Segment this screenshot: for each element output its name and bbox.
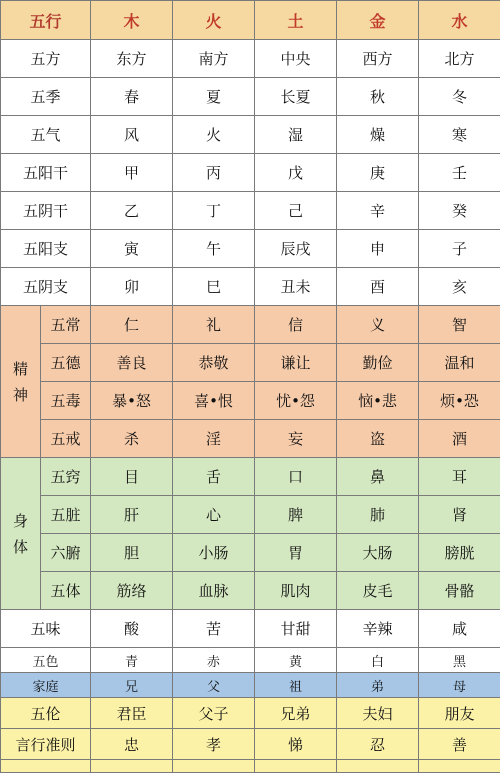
cell: 春: [91, 78, 173, 116]
cell: 朋友: [419, 698, 500, 729]
header-metal: 金: [337, 1, 419, 40]
cell: 丙: [173, 154, 255, 192]
cell: 夏: [173, 78, 255, 116]
cell: 秋: [337, 78, 419, 116]
cell: 恭敬: [173, 344, 255, 382]
cell: 胃: [255, 534, 337, 572]
cell: 忠: [91, 729, 173, 760]
cell: 甘甜: [255, 610, 337, 648]
cell: 长夏: [255, 78, 337, 116]
cell: 父: [173, 673, 255, 698]
cell: 礼: [173, 306, 255, 344]
cell: 癸: [419, 192, 500, 230]
row-label: 五常: [41, 306, 91, 344]
cell: 温和: [419, 344, 500, 382]
cell: 黄: [255, 648, 337, 673]
cell: 冬: [419, 78, 500, 116]
cell: 祖: [255, 673, 337, 698]
row-label: 五阳干: [1, 154, 91, 192]
cell: 皮毛: [337, 572, 419, 610]
cell: [173, 760, 255, 773]
row-label: 五窍: [41, 458, 91, 496]
group-label-char: 身: [13, 512, 28, 530]
row-virtues: [1, 344, 500, 382]
cell: 赤: [173, 648, 255, 673]
cell: [1, 760, 91, 773]
cell: 湿: [255, 116, 337, 154]
cell: 义: [337, 306, 419, 344]
cell: 母: [419, 673, 500, 698]
row-label: 五阳支: [1, 230, 91, 268]
row-label: 言行准则: [1, 729, 91, 760]
cell: 甲: [91, 154, 173, 192]
cell: 忍: [337, 729, 419, 760]
cell: 兄: [91, 673, 173, 698]
header-wood: 木: [91, 1, 173, 40]
row-bowels: [1, 534, 500, 572]
cell: 东方: [91, 40, 173, 78]
cell: 辛辣: [337, 610, 419, 648]
cell: 筋络: [91, 572, 173, 610]
cell: 白: [337, 648, 419, 673]
cell: 兄弟: [255, 698, 337, 729]
cell: 燥: [337, 116, 419, 154]
cell: 庚: [337, 154, 419, 192]
cell: 心: [173, 496, 255, 534]
row-label: 五方: [1, 40, 91, 78]
cell: 善良: [91, 344, 173, 382]
cell: 骨骼: [419, 572, 500, 610]
cell: 善: [419, 729, 500, 760]
cell: 咸: [419, 610, 500, 648]
cell: 血脉: [173, 572, 255, 610]
row-directions: [1, 40, 500, 78]
row-label: 五季: [1, 78, 91, 116]
row-label: 六腑: [41, 534, 91, 572]
cell: 弟: [337, 673, 419, 698]
row-label: 五阴干: [1, 192, 91, 230]
cell: 信: [255, 306, 337, 344]
header-fire: 火: [173, 1, 255, 40]
row-relations: [1, 698, 500, 729]
cell: 悌: [255, 729, 337, 760]
row-label: 五脏: [41, 496, 91, 534]
cell: 淫: [173, 420, 255, 458]
cell: 肝: [91, 496, 173, 534]
row-label: 五伦: [1, 698, 91, 729]
cell: 膀胱: [419, 534, 500, 572]
cell: 辰戌: [255, 230, 337, 268]
row-label: 五色: [1, 648, 91, 673]
cell: 西方: [337, 40, 419, 78]
cell: 君臣: [91, 698, 173, 729]
cell: 肺: [337, 496, 419, 534]
row-label: 五体: [41, 572, 91, 610]
cell: 丁: [173, 192, 255, 230]
header-water: 水: [419, 1, 500, 40]
cell: 脾: [255, 496, 337, 534]
row-yin-stems: [1, 192, 500, 230]
row-cutoff: [1, 760, 500, 773]
cell: 乙: [91, 192, 173, 230]
cell: 盗: [337, 420, 419, 458]
cell: 目: [91, 458, 173, 496]
cell: 苦: [173, 610, 255, 648]
row-family: [1, 673, 500, 698]
cell: 火: [173, 116, 255, 154]
row-label: 五气: [1, 116, 91, 154]
row-precepts: [1, 420, 500, 458]
cell: 申: [337, 230, 419, 268]
row-conduct: [1, 729, 500, 760]
row-orifices: [1, 458, 500, 496]
row-label: 五戒: [41, 420, 91, 458]
cell: 寅: [91, 230, 173, 268]
cell: 寒: [419, 116, 500, 154]
cell: 大肠: [337, 534, 419, 572]
row-label: 家庭: [1, 673, 91, 698]
cell: 暴•怒: [91, 382, 173, 420]
cell: 夫妇: [337, 698, 419, 729]
cell: 巳: [173, 268, 255, 306]
cell: 肾: [419, 496, 500, 534]
row-yang-branches: [1, 230, 500, 268]
row-yin-branches: [1, 268, 500, 306]
cell: 午: [173, 230, 255, 268]
cell: 烦•恐: [419, 382, 500, 420]
cell: 亥: [419, 268, 500, 306]
group-label-char: 精: [13, 360, 28, 378]
cell: 卯: [91, 268, 173, 306]
cell: 肌肉: [255, 572, 337, 610]
cell: 口: [255, 458, 337, 496]
cell: 风: [91, 116, 173, 154]
group-label-body: [1, 458, 41, 610]
group-label-spirit: [1, 306, 41, 458]
cell: 妄: [255, 420, 337, 458]
row-colors: [1, 648, 500, 673]
cell: 仁: [91, 306, 173, 344]
header-earth: 土: [255, 1, 337, 40]
group-label-char: 体: [13, 538, 28, 556]
cell: 酒: [419, 420, 500, 458]
cell: [337, 760, 419, 773]
cell: 胆: [91, 534, 173, 572]
cell: 北方: [419, 40, 500, 78]
cell: 忧•怨: [255, 382, 337, 420]
cell: 智: [419, 306, 500, 344]
row-yang-stems: [1, 154, 500, 192]
row-organs: [1, 496, 500, 534]
row-label: 五味: [1, 610, 91, 648]
cell: 青: [91, 648, 173, 673]
cell: 父子: [173, 698, 255, 729]
cell: [91, 760, 173, 773]
cell: 辛: [337, 192, 419, 230]
cell: 己: [255, 192, 337, 230]
row-tissues: [1, 572, 500, 610]
cell: 丑未: [255, 268, 337, 306]
cell: 酉: [337, 268, 419, 306]
cell: 耳: [419, 458, 500, 496]
group-label-char: 神: [13, 386, 28, 404]
row-seasons: [1, 78, 500, 116]
row-flavors: [1, 610, 500, 648]
cell: 黑: [419, 648, 500, 673]
cell: 酸: [91, 610, 173, 648]
cell: 勤俭: [337, 344, 419, 382]
row-label: 五阴支: [1, 268, 91, 306]
cell: 杀: [91, 420, 173, 458]
cell: [419, 760, 500, 773]
cell: 戊: [255, 154, 337, 192]
cell: 子: [419, 230, 500, 268]
row-poisons: [1, 382, 500, 420]
row-label: 五毒: [41, 382, 91, 420]
cell: 喜•恨: [173, 382, 255, 420]
cell: 鼻: [337, 458, 419, 496]
cell: [255, 760, 337, 773]
header-element-label: 五行: [1, 1, 91, 40]
cell: 南方: [173, 40, 255, 78]
cell: 小肠: [173, 534, 255, 572]
row-label: 五德: [41, 344, 91, 382]
cell: 舌: [173, 458, 255, 496]
header-row: [1, 1, 500, 40]
cell: 谦让: [255, 344, 337, 382]
cell: 孝: [173, 729, 255, 760]
cell: 中央: [255, 40, 337, 78]
row-qi: [1, 116, 500, 154]
row-constants: [1, 306, 500, 344]
cell: 恼•悲: [337, 382, 419, 420]
cell: 壬: [419, 154, 500, 192]
